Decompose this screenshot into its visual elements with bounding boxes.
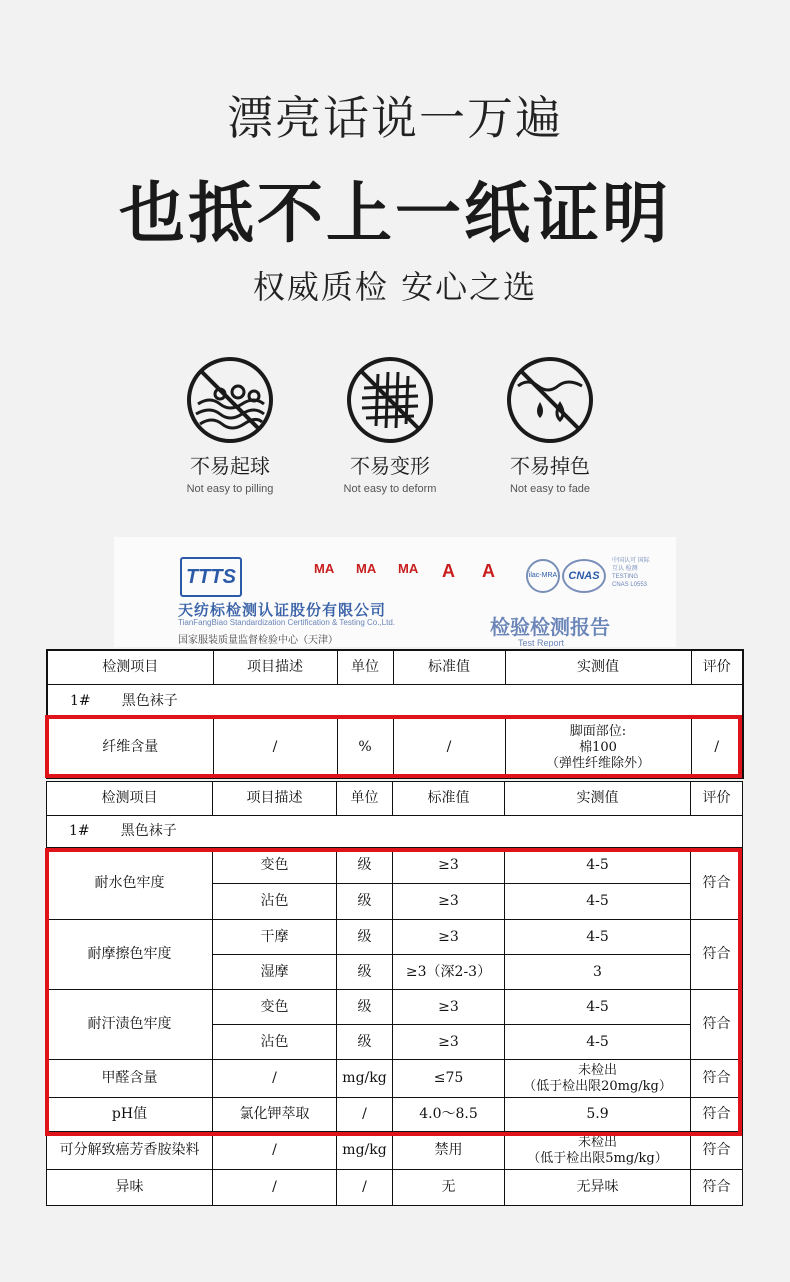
- table-row: [47, 718, 743, 778]
- measured-cell: 4-5: [505, 990, 691, 1025]
- unit-cell: /: [337, 1170, 393, 1206]
- headline-line1: 漂亮话说一万遍: [227, 91, 563, 145]
- ttts-logo: TTTS: [180, 557, 242, 597]
- standard-cell: 禁用: [393, 1132, 505, 1170]
- cal-mark: A: [482, 561, 495, 581]
- measured-cell: 4-5: [505, 1025, 691, 1060]
- standard-cell: ≥3: [393, 884, 505, 920]
- unit-cell: %: [337, 718, 393, 778]
- report-title: 检验检测报告: [490, 615, 610, 639]
- sample-name: 黑色袜子: [121, 692, 178, 709]
- evaluation-cell: /: [691, 718, 743, 778]
- feature-title: 不易起球: [190, 454, 270, 478]
- header-cell: 单位: [337, 782, 393, 816]
- feature-subtitle: Not easy to deform: [343, 483, 437, 495]
- desc-cell: 氯化钾萃取: [213, 1098, 337, 1132]
- fiber-content-table: [46, 649, 744, 779]
- standard-cell: ≥3: [393, 990, 505, 1025]
- unit-cell: 级: [337, 955, 393, 990]
- measured-cell: [505, 1060, 691, 1098]
- measured-cell: 3: [505, 955, 691, 990]
- evaluation-cell: 符合: [691, 1170, 743, 1206]
- unit-cell: 级: [337, 848, 393, 884]
- evaluation-cell: 符合: [691, 920, 743, 990]
- table-row: [47, 990, 743, 1025]
- sample-number: 1#: [69, 823, 90, 839]
- unit-cell: mg/kg: [337, 1060, 393, 1098]
- cnas-logo: CNAS: [562, 559, 606, 593]
- sample-cell: [47, 816, 743, 848]
- company-name-en: TianFangBiao Standardization Certification & Testing Co.,Ltd.: [178, 618, 396, 627]
- standard-cell: 无: [393, 1170, 505, 1206]
- unit-cell: mg/kg: [337, 1132, 393, 1170]
- table-row: [47, 1060, 743, 1098]
- measured-cell: [505, 718, 691, 778]
- table-row: [47, 1132, 743, 1170]
- cal-mark: A: [442, 561, 455, 581]
- table-row: [47, 848, 743, 884]
- header-cell: 检测项目: [47, 782, 213, 816]
- item-cell: 异味: [47, 1170, 213, 1206]
- sample-number: 1#: [70, 692, 91, 709]
- feature-subtitle: Not easy to fade: [509, 483, 591, 495]
- standard-cell: 4.0～8.5: [393, 1098, 505, 1132]
- feature-title: 不易掉色: [510, 454, 590, 478]
- evaluation-cell: 符合: [691, 990, 743, 1060]
- item-cell: 可分解致癌芳香胺染料: [47, 1132, 213, 1170]
- desc-cell: /: [213, 718, 337, 778]
- item-cell: 纤维含量: [47, 718, 213, 778]
- measured-line: （低于检出限5mg/kg）: [527, 1150, 668, 1166]
- item-cell: 耐水色牢度: [47, 848, 213, 920]
- standard-cell: /: [393, 718, 505, 778]
- sample-name: 黑色袜子: [120, 823, 177, 839]
- unit-cell: 级: [337, 990, 393, 1025]
- measured-cell: 5.9: [505, 1098, 691, 1132]
- desc-cell: /: [213, 1170, 337, 1206]
- cnas-caption: 中国认可 国际互认 检测 TESTING CNAS L0553: [612, 558, 650, 588]
- feature-pilling: [145, 356, 315, 495]
- table-row: [47, 1098, 743, 1132]
- measured-cell: 4-5: [505, 848, 691, 884]
- unit-cell: 级: [337, 920, 393, 955]
- standard-cell: ≥3: [393, 1025, 505, 1060]
- feature-deform: [305, 356, 475, 495]
- cma-mark: MA: [314, 561, 335, 576]
- table-header-row: [47, 782, 743, 816]
- header-cell: 单位: [337, 650, 393, 684]
- measured-line: （弹性纤维除外）: [545, 755, 650, 771]
- ilac-logo: ilac-MRA: [526, 559, 560, 593]
- center-name: 国家服装质量监督检验中心（天津）: [178, 635, 338, 646]
- standard-cell: ≥3: [393, 920, 505, 955]
- item-cell: 耐汗渍色牢度: [47, 990, 213, 1060]
- evaluation-cell: 符合: [691, 848, 743, 920]
- desc-cell: 湿摩: [213, 955, 337, 990]
- unit-cell: 级: [337, 884, 393, 920]
- test-results-table: [46, 781, 743, 1206]
- measured-line: 未检出: [577, 1062, 617, 1078]
- measured-line: （低于检出限20mg/kg）: [523, 1078, 672, 1094]
- measured-line: 棉100: [579, 739, 617, 755]
- measured-cell: 4-5: [505, 920, 691, 955]
- header-cell: 实测值: [505, 782, 691, 816]
- measured-line: 未检出: [577, 1134, 617, 1150]
- table-row: [47, 1170, 743, 1206]
- header-cell: 评价: [691, 782, 743, 816]
- standard-cell: ≥3: [393, 848, 505, 884]
- pilling-icon: [186, 356, 274, 444]
- table-header-row: [47, 650, 743, 684]
- water-drop-icon: [506, 356, 594, 444]
- measured-cell: 无异味: [505, 1170, 691, 1206]
- evaluation-cell: 符合: [691, 1098, 743, 1132]
- desc-cell: 沾色: [213, 1025, 337, 1060]
- header-cell: 检测项目: [47, 650, 213, 684]
- report-title-en: Test Report: [518, 638, 565, 647]
- item-cell: pH值: [47, 1098, 213, 1132]
- header-cell: 标准值: [393, 782, 505, 816]
- feature-title: 不易变形: [350, 454, 430, 478]
- headline-line3: 权威质检 安心之选: [252, 268, 538, 306]
- header-cell: 实测值: [505, 650, 691, 684]
- sample-row: [47, 816, 743, 848]
- table-row: [47, 920, 743, 955]
- unit-cell: 级: [337, 1025, 393, 1060]
- mesh-icon: [346, 356, 434, 444]
- header-cell: 评价: [691, 650, 743, 684]
- standard-cell: ≤75: [393, 1060, 505, 1098]
- evaluation-cell: 符合: [691, 1132, 743, 1170]
- headline-line2: 也抵不上一纸证明: [119, 175, 671, 252]
- header-cell: 项目描述: [213, 782, 337, 816]
- item-cell: 耐摩擦色牢度: [47, 920, 213, 990]
- standard-cell: ≥3（深2-3）: [393, 955, 505, 990]
- measured-line: 脚面部位:: [569, 723, 627, 739]
- company-name: 天纺标检测认证股份有限公司: [178, 601, 387, 619]
- measured-cell: 4-5: [505, 884, 691, 920]
- sample-row: [47, 684, 743, 718]
- desc-cell: /: [213, 1132, 337, 1170]
- sample-cell: [47, 684, 743, 718]
- item-cell: 甲醛含量: [47, 1060, 213, 1098]
- desc-cell: 变色: [213, 990, 337, 1025]
- certificate-header: [114, 537, 676, 647]
- desc-cell: 干摩: [213, 920, 337, 955]
- desc-cell: /: [213, 1060, 337, 1098]
- feature-fade: [465, 356, 635, 495]
- evaluation-cell: 符合: [691, 1060, 743, 1098]
- measured-cell: [505, 1132, 691, 1170]
- unit-cell: /: [337, 1098, 393, 1132]
- cma-mark: MA: [398, 561, 419, 576]
- desc-cell: 沾色: [213, 884, 337, 920]
- header-cell: 项目描述: [213, 650, 337, 684]
- cma-mark: MA: [356, 561, 377, 576]
- feature-subtitle: Not easy to pilling: [186, 483, 274, 495]
- desc-cell: 变色: [213, 848, 337, 884]
- header-cell: 标准值: [393, 650, 505, 684]
